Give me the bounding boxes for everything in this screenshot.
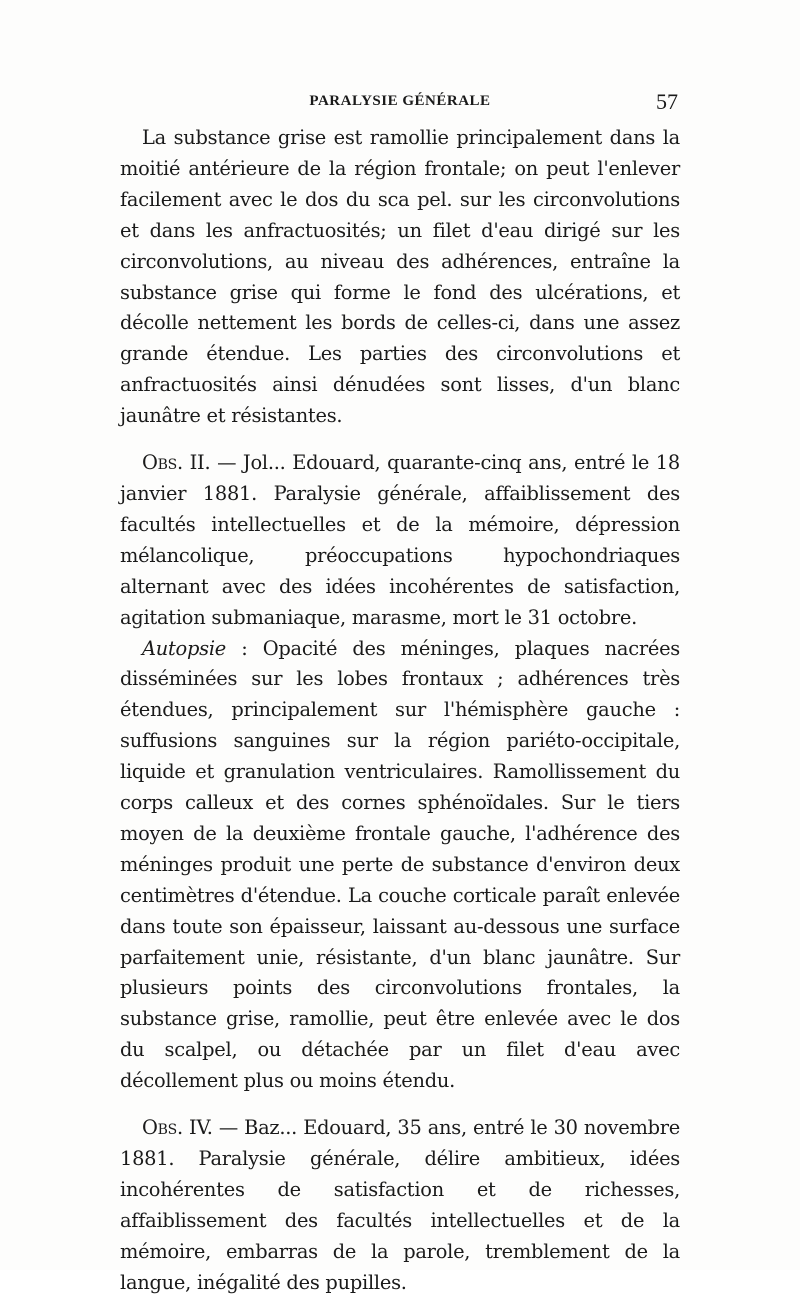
observation-label: Obs. IV. bbox=[142, 1116, 213, 1140]
paragraph-text: La substance grise est ramollie principalement dans la moitié antérieure de la région frontale; on peut l'enlever facilement avec le dos du sca pel. sur les circonvolutions et dans les anfractuosités; un filet d'eau dirigé sur les circonvolutions, au niveau des adhérences, entraîne la substance grise qui forme le fond des ulcérations, et décolle nettement les bords de celles-ci, dans une assez grande étendue. Les parties des circonvolutions et anfractuosités ainsi dénudées sont lisses, d'un blanc jaunâtre et résistantes. bbox=[120, 126, 680, 428]
paragraph-text: — Baz... Edouard, 35 ans, entré le 30 novembre 1881. Paralysie générale, délire ambitieux, idées incohérentes de satisfaction et de richesses, affaiblissement des facultés intellectuelles et de la mémoire, embarras de la parole, tremblement de la langue, inégalité des pupilles. bbox=[120, 1116, 681, 1294]
paragraph-text: — Jol... Edouard, quarante-cinq ans, entré le 18 janvier 1881. Paralysie générale, affaiblissement des facultés intellectuelles et de la mémoire, dépression mélancolique, préoccupations hypochondriaques alternant avec des idées incohérentes de satisfaction, agitation submaniaque, marasme, mort le 31 octobre. bbox=[120, 451, 680, 629]
paragraph-observation-4 bbox=[120, 1113, 680, 1298]
running-title: PARALYSIE GÉNÉRALE bbox=[309, 93, 491, 109]
body-text bbox=[120, 123, 680, 1299]
paragraph-autopsie bbox=[120, 634, 680, 1098]
observation-label: Obs. II. bbox=[142, 451, 211, 475]
paragraph-substance-grise bbox=[120, 123, 680, 432]
paragraph-observation-2 bbox=[120, 448, 680, 633]
page-header bbox=[120, 89, 680, 119]
paragraph-text: : Opacité des méninges, plaques nacrées disséminées sur les lobes frontaux ; adhérences très étendues, principalement sur l'hémisphère gauche : suffusions sanguines sur la région pariéto-occipitale, liquide et granulation ventriculaires. Ramollissement du corps calleux et des cornes sphénoïdales. Sur le tiers moyen de la deuxième frontale gauche, l'adhérence des méninges produit une perte de substance d'environ deux centimètres d'étendue. La couche corticale paraît enlevée dans toute son épaisseur, laissant au-dessous une surface parfaitement unie, résistante, d'un blanc jaunâtre. Sur plusieurs points des circonvolutions frontales, la substance grise, ramollie, peut être enlevée avec le dos du scalpel, ou détachée par un filet d'eau avec décollement plus ou moins étendu. bbox=[120, 636, 680, 1093]
autopsie-label: Autopsie bbox=[142, 636, 226, 660]
page-number: 57 bbox=[656, 89, 678, 114]
